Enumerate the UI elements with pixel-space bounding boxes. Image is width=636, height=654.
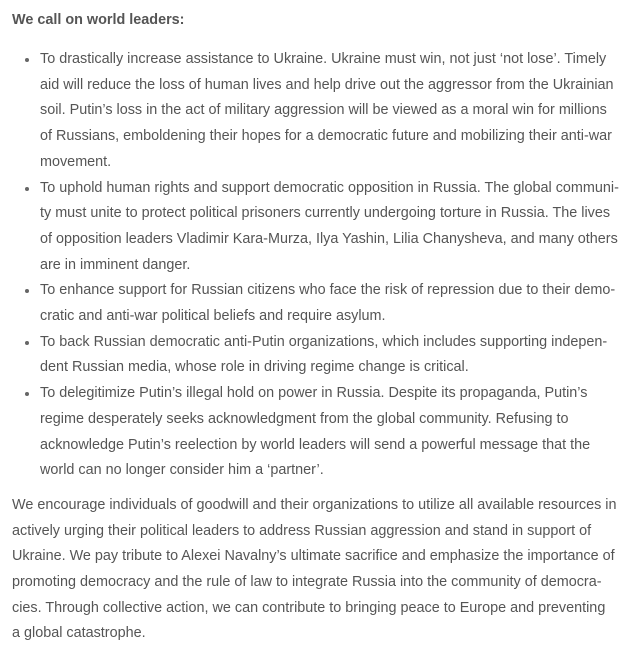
text-line: To enhance support for Russian citizens who face the risk of repression due to their demo- <box>40 282 616 299</box>
bullet-icon <box>25 187 29 191</box>
text-line: To uphold human rights and support democratic opposition in Russia. The global communi- <box>40 179 619 196</box>
text-line: cies. Through collective action, we can contribute to bringing peace to Europe and preventing <box>12 599 606 616</box>
list-item-democratic-organizations <box>12 330 628 381</box>
text-line: We encourage individuals of goodwill and their organizations to utilize all available resources in <box>12 496 617 513</box>
text-line: of opposition leaders Vladimir Kara-Murza, Ilya Yashin, Lilia Chanysheva, and many others <box>40 230 618 247</box>
text-line: world can no longer consider him a ‘partner’. <box>40 462 324 479</box>
text-line: regime desperately seeks acknowledgment from the global community. Refusing to <box>40 410 569 427</box>
bullet-icon <box>25 289 29 293</box>
bullet-icon <box>25 341 29 345</box>
text-line: promoting democracy and the rule of law to integrate Russia into the community of democra- <box>12 574 602 591</box>
demands-list <box>12 47 628 484</box>
text-line: of Russians, emboldening their hopes for a democratic future and mobilizing their anti-war <box>40 128 612 145</box>
text-line: dent Russian media, whose role in driving regime change is critical. <box>40 359 469 376</box>
list-item-asylum-support <box>12 278 628 329</box>
text-line: acknowledge Putin’s reelection by world leaders will send a powerful message that the <box>40 436 591 453</box>
text-line: To delegitimize Putin’s illegal hold on power in Russia. Despite its propaganda, Putin’s <box>40 385 588 402</box>
closing-paragraph <box>12 493 628 647</box>
text-line: aid will reduce the loss of human lives and help drive out the aggressor from the Ukrainian <box>40 76 614 93</box>
text-line: cratic and anti-war political beliefs and require asylum. <box>40 308 386 325</box>
text-line: ty must unite to protect political prisoners currently undergoing torture in Russia. The lives <box>40 205 611 222</box>
list-item-assistance-ukraine <box>12 47 628 176</box>
list-item-human-rights <box>12 176 628 279</box>
text-line: soil. Putin’s loss in the act of military aggression will be viewed as a moral win for millions <box>40 102 607 119</box>
text-line: To back Russian democratic anti-Putin organizations, which includes supporting indepen- <box>40 333 608 350</box>
text-line: a global catastrophe. <box>12 625 146 642</box>
text-line: movement. <box>40 153 112 170</box>
text-line: actively urging their political leaders to address Russian aggression and stand in support of <box>12 522 592 539</box>
text-line: are in imminent danger. <box>40 256 191 273</box>
section-heading: We call on world leaders: <box>12 12 185 28</box>
text-line: To drastically increase assistance to Ukraine. Ukraine must win, not just ‘not lose’. Timely <box>40 51 607 67</box>
list-item-delegitimize-putin <box>12 381 628 484</box>
text-line: Ukraine. We pay tribute to Alexei Navalny’s ultimate sacrifice and emphasize the importance of <box>12 548 615 565</box>
bullet-icon <box>25 58 29 62</box>
bullet-icon <box>25 392 29 396</box>
